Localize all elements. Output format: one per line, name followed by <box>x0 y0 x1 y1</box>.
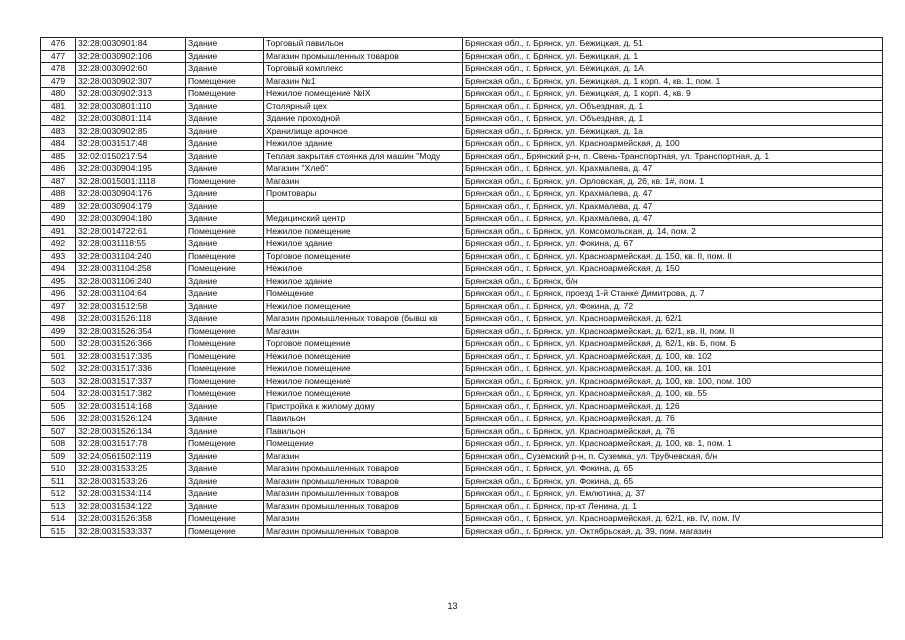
address-cell: Брянская обл., г. Брянск, ул. Фокина, д. 72 <box>463 300 883 313</box>
table-row <box>41 288 883 301</box>
cadastral-number-cell: 32:28:0014722:61 <box>76 225 186 238</box>
object-type-cell: Помещение <box>186 263 264 276</box>
address-cell: Брянская обл., г. Брянск, ул. Фокина, д. 65 <box>463 463 883 476</box>
object-name-cell: Магазин №1 <box>264 75 463 88</box>
table-row <box>41 50 883 63</box>
address-cell: Брянская обл., г. Брянск, ул. Бежицкая, д. 1 корп. 4, кв. 9 <box>463 88 883 101</box>
cadastral-number-cell: 32:02:0150217:54 <box>76 150 186 163</box>
address-cell: Брянская обл., г. Брянск, ул. Октябрьская, д. 39, пом. магазин <box>463 525 883 538</box>
object-type-cell: Здание <box>186 150 264 163</box>
row-number-cell: 493 <box>41 250 76 263</box>
address-cell: Брянская обл., г. Брянск, ул. Крахмалева, д. 47 <box>463 188 883 201</box>
table-row <box>41 75 883 88</box>
address-cell: Брянская обл., г. Брянск, ул. Красноармейская, д. 62/1 <box>463 313 883 326</box>
row-number-cell: 508 <box>41 438 76 451</box>
address-cell: Брянская обл., г. Брянск, ул. Бежицкая, д. 1 корп. 4, кв. 1, пом. 1 <box>463 75 883 88</box>
cadastral-number-cell: 32:28:0031526:118 <box>76 313 186 326</box>
table-row <box>41 250 883 263</box>
row-number-cell: 514 <box>41 513 76 526</box>
row-number-cell: 505 <box>41 400 76 413</box>
address-cell: Брянская обл., г. Брянск, ул. Крахмалева, д. 47 <box>463 200 883 213</box>
object-type-cell: Здание <box>186 275 264 288</box>
object-name-cell: Нежилое помещение <box>264 375 463 388</box>
address-cell: Брянская обл., г. Брянск, ул. Красноармейская, д. 100, кв. 102 <box>463 350 883 363</box>
object-type-cell: Помещение <box>186 175 264 188</box>
object-name-cell: Торговое помещение <box>264 338 463 351</box>
table-row <box>41 375 883 388</box>
object-type-cell: Здание <box>186 425 264 438</box>
object-name-cell: Столярный цех <box>264 100 463 113</box>
table-row <box>41 63 883 76</box>
object-name-cell: Нежилое помещение <box>264 350 463 363</box>
object-name-cell: Нежилое здание <box>264 138 463 151</box>
row-number-cell: 484 <box>41 138 76 151</box>
cadastral-number-cell: 32:28:0031526:358 <box>76 513 186 526</box>
cadastral-number-cell: 32:28:0031514:168 <box>76 400 186 413</box>
address-cell: Брянская обл., г. Брянск, ул. Крахмалева, д. 47 <box>463 213 883 226</box>
row-number-cell: 496 <box>41 288 76 301</box>
row-number-cell: 476 <box>41 38 76 51</box>
address-cell: Брянская обл., Суземский р-н, п. Суземка, ул. Трубчевская, б/н <box>463 450 883 463</box>
cadastral-number-cell: 32:28:0031533:26 <box>76 475 186 488</box>
object-type-cell: Здание <box>186 400 264 413</box>
object-name-cell: Магазин промышленных товаров (бывш кв <box>264 313 463 326</box>
address-cell: Брянская обл., г. Брянск, ул. Красноармейская, д. 126 <box>463 400 883 413</box>
object-name-cell: Павильон <box>264 413 463 426</box>
address-cell: Брянская обл., г. Брянск, ул. Красноармейская, д. 150 <box>463 263 883 276</box>
row-number-cell: 506 <box>41 413 76 426</box>
cadastral-number-cell: 32:28:0030801:114 <box>76 113 186 126</box>
object-name-cell: Магазин <box>264 175 463 188</box>
cadastral-number-cell: 32:28:0031517:48 <box>76 138 186 151</box>
address-cell: Брянская обл., г. Брянск, ул. Бежицкая, д. 1 <box>463 50 883 63</box>
table-row <box>41 213 883 226</box>
table-row <box>41 125 883 138</box>
table-row <box>41 238 883 251</box>
object-type-cell: Помещение <box>186 350 264 363</box>
table-row <box>41 138 883 151</box>
table-row <box>41 338 883 351</box>
address-cell: Брянская обл., г. Брянск, ул. Красноармейская, д. 100 <box>463 138 883 151</box>
object-name-cell: Помещение <box>264 438 463 451</box>
table-row <box>41 200 883 213</box>
address-cell: Брянская обл., г. Брянск, ул. Комсомольская, д. 14, пом. 2 <box>463 225 883 238</box>
table-row <box>41 425 883 438</box>
cadastral-number-cell: 32:28:0031517:337 <box>76 375 186 388</box>
table-row <box>41 413 883 426</box>
object-type-cell: Помещение <box>186 513 264 526</box>
cadastral-number-cell: 32:28:0031533:25 <box>76 463 186 476</box>
object-name-cell: Пристройка к жилому дому <box>264 400 463 413</box>
table-row <box>41 275 883 288</box>
row-number-cell: 489 <box>41 200 76 213</box>
row-number-cell: 482 <box>41 113 76 126</box>
object-type-cell: Помещение <box>186 438 264 451</box>
cadastral-number-cell: 32:28:0030904:195 <box>76 163 186 176</box>
table-row <box>41 263 883 276</box>
object-name-cell: Торговое помещение <box>264 250 463 263</box>
cadastral-number-cell: 32:28:0031517:78 <box>76 438 186 451</box>
object-name-cell: Медицинский центр <box>264 213 463 226</box>
table-row <box>41 388 883 401</box>
table-row <box>41 463 883 476</box>
table-row <box>41 513 883 526</box>
row-number-cell: 497 <box>41 300 76 313</box>
object-name-cell: Нежилое помещение <box>264 225 463 238</box>
cadastral-number-cell: 32:28:0031534:114 <box>76 488 186 501</box>
object-type-cell: Здание <box>186 463 264 476</box>
row-number-cell: 478 <box>41 63 76 76</box>
object-type-cell: Помещение <box>186 375 264 388</box>
cadastral-number-cell: 32:28:0030801:110 <box>76 100 186 113</box>
object-type-cell: Здание <box>186 200 264 213</box>
object-name-cell: Магазин <box>264 325 463 338</box>
object-name-cell: Нежилое помещение <box>264 300 463 313</box>
object-type-cell: Здание <box>186 100 264 113</box>
row-number-cell: 501 <box>41 350 76 363</box>
object-name-cell: Магазин промышленных товаров <box>264 50 463 63</box>
table-row <box>41 100 883 113</box>
address-cell: Брянская обл., г. Брянск, ул. Красноармейская, д. 76 <box>463 425 883 438</box>
address-cell: Брянская обл., г. Брянск, ул. Бежицкая, д. 1а <box>463 125 883 138</box>
cadastral-number-cell: 32:28:0031533:337 <box>76 525 186 538</box>
object-type-cell: Здание <box>186 413 264 426</box>
row-number-cell: 486 <box>41 163 76 176</box>
cadastral-number-cell: 32:28:0031104:258 <box>76 263 186 276</box>
table-row <box>41 525 883 538</box>
object-type-cell: Помещение <box>186 250 264 263</box>
cadastral-number-cell: 32:28:0031517:336 <box>76 363 186 376</box>
object-type-cell: Помещение <box>186 525 264 538</box>
object-name-cell: Здание проходной <box>264 113 463 126</box>
object-type-cell: Здание <box>186 63 264 76</box>
table-row <box>41 188 883 201</box>
address-cell: Брянская обл., г. Брянск, б/н <box>463 275 883 288</box>
cadastral-number-cell: 32:28:0030902:307 <box>76 75 186 88</box>
row-number-cell: 498 <box>41 313 76 326</box>
row-number-cell: 480 <box>41 88 76 101</box>
table-row <box>41 38 883 51</box>
cadastral-number-cell: 32:28:0031517:382 <box>76 388 186 401</box>
object-type-cell: Помещение <box>186 325 264 338</box>
object-type-cell: Помещение <box>186 75 264 88</box>
object-name-cell: Промтовары <box>264 188 463 201</box>
address-cell: Брянская обл., г. Брянск, ул. Красноармейская, д. 76 <box>463 413 883 426</box>
cadastral-number-cell: 32:28:0031526:134 <box>76 425 186 438</box>
cadastral-number-cell: 32:28:0030902:106 <box>76 50 186 63</box>
row-number-cell: 504 <box>41 388 76 401</box>
object-name-cell: Нежилое помещение №IX <box>264 88 463 101</box>
address-cell: Брянская обл., г. Брянск, ул. Емлютина, д. 37 <box>463 488 883 501</box>
row-number-cell: 488 <box>41 188 76 201</box>
row-number-cell: 507 <box>41 425 76 438</box>
cadastral-number-cell: 32:28:0031526:354 <box>76 325 186 338</box>
object-name-cell: Павильон <box>264 425 463 438</box>
table-row <box>41 450 883 463</box>
address-cell: Брянская обл., г. Брянск, пр-кт Ленина, д. 1 <box>463 500 883 513</box>
object-type-cell: Помещение <box>186 363 264 376</box>
row-number-cell: 513 <box>41 500 76 513</box>
address-cell: Брянская обл., г. Брянск, ул. Красноармейская, д. 62/1, кв. Б, пом. Б <box>463 338 883 351</box>
object-type-cell: Здание <box>186 300 264 313</box>
table-row <box>41 163 883 176</box>
row-number-cell: 477 <box>41 50 76 63</box>
row-number-cell: 495 <box>41 275 76 288</box>
object-type-cell: Здание <box>186 125 264 138</box>
row-number-cell: 503 <box>41 375 76 388</box>
object-name-cell <box>264 200 463 213</box>
row-number-cell: 502 <box>41 363 76 376</box>
object-name-cell: Теплая закрытая стоянка для машин "Моду <box>264 150 463 163</box>
object-type-cell: Здание <box>186 163 264 176</box>
table-row <box>41 363 883 376</box>
table-row <box>41 438 883 451</box>
row-number-cell: 490 <box>41 213 76 226</box>
object-type-cell: Помещение <box>186 225 264 238</box>
page-number: 13 <box>447 601 458 611</box>
cadastral-number-cell: 32:28:0031118:55 <box>76 238 186 251</box>
table-row <box>41 500 883 513</box>
object-name-cell: Магазин промышленных товаров <box>264 463 463 476</box>
cadastral-number-cell: 32:28:0031517:335 <box>76 350 186 363</box>
row-number-cell: 509 <box>41 450 76 463</box>
object-name-cell: Торговый комплекс <box>264 63 463 76</box>
object-name-cell: Магазин <box>264 513 463 526</box>
object-type-cell: Здание <box>186 213 264 226</box>
address-cell: Брянская обл., г. Брянск, ул. Красноармейская, д. 100, кв. 55 <box>463 388 883 401</box>
object-type-cell: Здание <box>186 488 264 501</box>
table-row <box>41 88 883 101</box>
object-name-cell: Нежилое здание <box>264 238 463 251</box>
table-row <box>41 475 883 488</box>
table-row <box>41 325 883 338</box>
object-name-cell: Помещение <box>264 288 463 301</box>
object-name-cell: Нежилое <box>264 263 463 276</box>
cadastral-number-cell: 32:28:0031104:240 <box>76 250 186 263</box>
cadastral-number-cell: 32:28:0030904:176 <box>76 188 186 201</box>
object-name-cell: Магазин промышленных товаров <box>264 475 463 488</box>
object-type-cell: Здание <box>186 238 264 251</box>
address-cell: Брянская обл., г. Брянск, ул. Крахмалева, д. 47 <box>463 163 883 176</box>
cadastral-number-cell: 32:28:0030904:179 <box>76 200 186 213</box>
object-type-cell: Помещение <box>186 388 264 401</box>
object-type-cell: Здание <box>186 38 264 51</box>
property-table <box>40 37 883 538</box>
table-row <box>41 225 883 238</box>
property-table-body <box>41 38 883 538</box>
row-number-cell: 492 <box>41 238 76 251</box>
cadastral-number-cell: 32:28:0031512:58 <box>76 300 186 313</box>
table-row <box>41 175 883 188</box>
object-name-cell: Хранилище арочное <box>264 125 463 138</box>
row-number-cell: 499 <box>41 325 76 338</box>
object-type-cell: Помещение <box>186 88 264 101</box>
address-cell: Брянская обл., г. Брянск, ул. Красноармейская, д. 100, кв. 100, пом. 100 <box>463 375 883 388</box>
table-row <box>41 150 883 163</box>
address-cell: Брянская обл., г. Брянск, ул. Красноармейская, д. 150, кв. II, пом. II <box>463 250 883 263</box>
row-number-cell: 494 <box>41 263 76 276</box>
address-cell: Брянская обл., г. Брянск, ул. Фокина, д. 65 <box>463 475 883 488</box>
address-cell: Брянская обл., г. Брянск, ул. Орловская, д. 26, кв. 1#, пом. 1 <box>463 175 883 188</box>
object-type-cell: Здание <box>186 450 264 463</box>
object-type-cell: Здание <box>186 138 264 151</box>
address-cell: Брянская обл., Брянский р-н, п. Свень-Транспортная, ул. Транспортная, д. 1 <box>463 150 883 163</box>
object-name-cell: Торговый павильон <box>264 38 463 51</box>
cadastral-number-cell: 32:28:0030902:313 <box>76 88 186 101</box>
object-type-cell: Здание <box>186 188 264 201</box>
object-name-cell: Нежилое помещение <box>264 363 463 376</box>
table-row <box>41 300 883 313</box>
cadastral-number-cell: 32:28:0030904:180 <box>76 213 186 226</box>
object-type-cell: Здание <box>186 288 264 301</box>
cadastral-number-cell: 32:24:0561502:119 <box>76 450 186 463</box>
address-cell: Брянская обл., г. Брянск, ул. Объездная, д. 1 <box>463 100 883 113</box>
cadastral-number-cell: 32:28:0015001:1118 <box>76 175 186 188</box>
object-name-cell: Магазин <box>264 450 463 463</box>
table-row <box>41 113 883 126</box>
address-cell: Брянская обл., г. Брянск, ул. Красноармейская, д. 62/1, кв. IV, пом. IV <box>463 513 883 526</box>
address-cell: Брянская обл., г. Брянск, ул. Красноармейская, д. 62/1, кв. II, пом. II <box>463 325 883 338</box>
object-type-cell: Здание <box>186 475 264 488</box>
table-row <box>41 488 883 501</box>
object-type-cell: Помещение <box>186 338 264 351</box>
address-cell: Брянская обл., г. Брянск, ул. Объездная, д. 1 <box>463 113 883 126</box>
object-name-cell: Нежилое помещение <box>264 388 463 401</box>
address-cell: Брянская обл., г. Брянск, ул. Красноармейская, д. 100, кв. 1, пом. 1 <box>463 438 883 451</box>
object-name-cell: Магазин "Хлеб" <box>264 163 463 176</box>
row-number-cell: 481 <box>41 100 76 113</box>
row-number-cell: 512 <box>41 488 76 501</box>
object-name-cell: Нежилое здание <box>264 275 463 288</box>
table-row <box>41 350 883 363</box>
row-number-cell: 479 <box>41 75 76 88</box>
cadastral-number-cell: 32:28:0031526:124 <box>76 413 186 426</box>
object-type-cell: Здание <box>186 313 264 326</box>
address-cell: Брянская обл., г. Брянск, ул. Бежицкая, д. 1А <box>463 63 883 76</box>
address-cell: Брянская обл., г. Брянск, ул. Красноармейская, д. 100, кв. 101 <box>463 363 883 376</box>
object-type-cell: Здание <box>186 500 264 513</box>
row-number-cell: 515 <box>41 525 76 538</box>
row-number-cell: 511 <box>41 475 76 488</box>
row-number-cell: 483 <box>41 125 76 138</box>
address-cell: Брянская обл., г. Брянск, ул. Фокина, д. 67 <box>463 238 883 251</box>
address-cell: Брянская обл., г. Брянск, проезд 1-й Станке Димитрова, д. 7 <box>463 288 883 301</box>
cadastral-number-cell: 32:28:0030902:60 <box>76 63 186 76</box>
object-name-cell: Магазин промышленных товаров <box>264 500 463 513</box>
object-name-cell: Магазин промышленных товаров <box>264 488 463 501</box>
row-number-cell: 510 <box>41 463 76 476</box>
row-number-cell: 485 <box>41 150 76 163</box>
cadastral-number-cell: 32:28:0031106:240 <box>76 275 186 288</box>
address-cell: Брянская обл., г. Брянск, ул. Бежицкая, д. 51 <box>463 38 883 51</box>
object-name-cell: Магазин промышленных товаров <box>264 525 463 538</box>
row-number-cell: 500 <box>41 338 76 351</box>
object-type-cell: Здание <box>186 113 264 126</box>
table-row <box>41 313 883 326</box>
cadastral-number-cell: 32:28:0031534:122 <box>76 500 186 513</box>
cadastral-number-cell: 32:28:0030902:85 <box>76 125 186 138</box>
cadastral-number-cell: 32:28:0031104:64 <box>76 288 186 301</box>
row-number-cell: 487 <box>41 175 76 188</box>
cadastral-number-cell: 32:28:0030901:84 <box>76 38 186 51</box>
object-type-cell: Здание <box>186 50 264 63</box>
cadastral-number-cell: 32:28:0031526:366 <box>76 338 186 351</box>
table-row <box>41 400 883 413</box>
row-number-cell: 491 <box>41 225 76 238</box>
